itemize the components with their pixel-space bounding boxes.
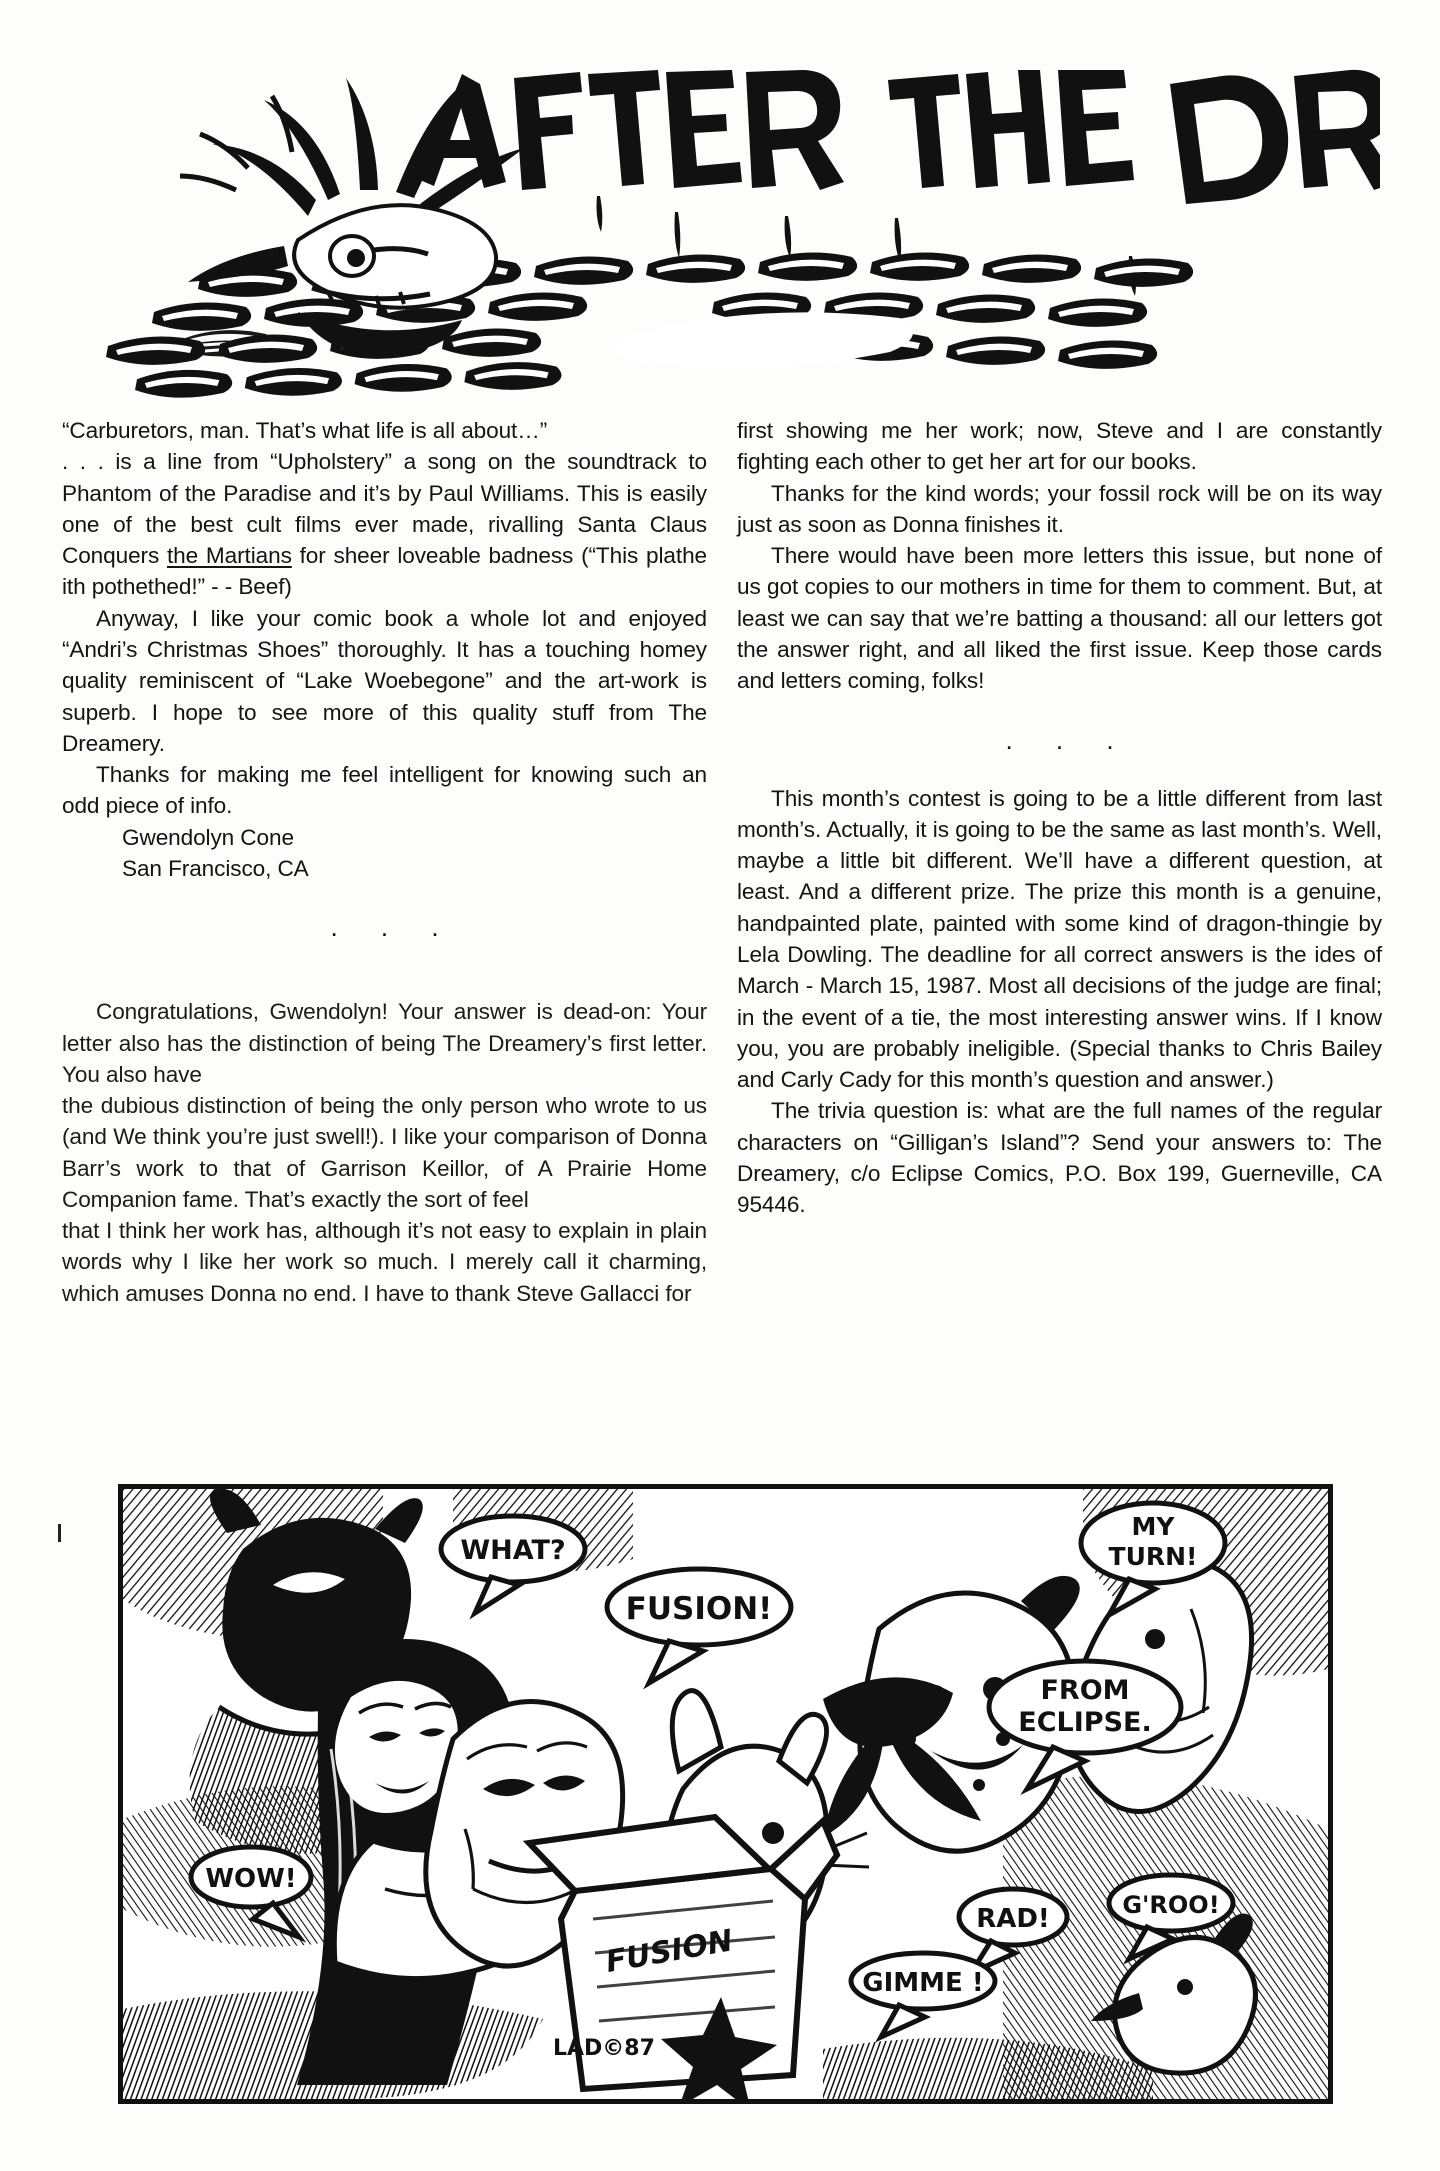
reply-paragraph-2: the dubious distinction of being the only person who wrote to us (and We think you’re just swell!). I like your comparison of Donna Barr’s work to that of Garrison Keillor, of A Prairie Home Companion fame. That’s exactly the sort of feel <box>62 1093 707 1212</box>
reply-paragraph-1: Congratulations, Gwendolyn! Your answer is dead-on: Your letter also has the distinction of being The Dreamery’s first letter. You also have <box>62 999 707 1087</box>
movie-title-underlined: the Martians <box>167 543 292 569</box>
svg-text:MY: MY <box>1131 1512 1175 1541</box>
letter-signature-location: San Francisco, CA <box>122 855 309 881</box>
balloon-what <box>123 2099 124 2100</box>
svg-text:GIMME !: GIMME ! <box>862 1968 984 1998</box>
svg-text:FUSION: FUSION <box>603 1923 736 1981</box>
left-section-separator: . . . <box>330 912 457 943</box>
left-column <box>62 415 707 1309</box>
letter-paragraph-2-text: . . . is a line from “Upholstery” a song on the soundtrack to Phantom of the Paradise and it’s by Paul Williams. This is easily one of the best cult films ever made, rivalling Santa Claus Conquers <box>62 449 707 569</box>
svg-text:RAD!: RAD! <box>976 1904 1050 1934</box>
reader-letter <box>62 415 707 884</box>
right-section-separator: . . . <box>1005 724 1132 755</box>
contest-paragraph-2: The trivia question is: what are the full names of the regular characters on “Gilligan’s Island”? Send your answers to: The Dreamery, c/o Eclipse Comics, P.O. Box 199, Guerneville, CA 95446. <box>737 1098 1382 1218</box>
reply-continued-paragraph-1: first showing me her work; now, Steve and I are constantly fighting each other to get her art for our books. <box>737 418 1382 475</box>
letter-paragraph-3: Anyway, I like your comic book a whole lot and enjoyed “Andri’s Christmas Shoes” thoroughly. It has a touching homey quality reminiscent of “Lake Woebegone” and the art-work is superb. I hope to see more of this quality stuff from The Dreamery. <box>62 605 707 756</box>
reply-continued-paragraph-3: There would have been more letters this issue, but none of us got copies to our mothers in time for them to comment. But, at least we can say that we’re batting a thousand: all our letters got the answer right, and all liked the first issue. Keep those cards and letters coming, folks! <box>737 543 1382 694</box>
letters-columns <box>62 415 1382 1309</box>
right-column <box>737 415 1382 1309</box>
svg-text:FUSION!: FUSION! <box>625 1591 773 1627</box>
reply-continued-paragraph-2: Thanks for the kind words; your fossil rock will be on its way just as soon as Donna finishes it. <box>737 480 1382 537</box>
svg-text:WHAT?: WHAT? <box>460 1535 566 1566</box>
svg-text:LAD©87: LAD©87 <box>553 2036 655 2061</box>
editor-reply <box>62 996 707 1309</box>
svg-text:WOW!: WOW! <box>205 1864 297 1894</box>
svg-text:G'ROO!: G'ROO! <box>1122 1891 1220 1919</box>
svg-text:TURN!: TURN! <box>1108 1542 1198 1571</box>
letter-paragraph-2-tail: for sheer loveable badness (“This plathe ith pothethed!” - - Beef) <box>62 543 707 600</box>
reply-paragraph-3: that I think her work has, although it’s not easy to explain in plain words why I like her work so much. I merely call it charming, which amuses Donna no end. I have to thank Steve Gallacci for <box>62 1218 707 1306</box>
contest-announcement <box>737 783 1382 1221</box>
letter-paragraph-2 <box>62 446 707 602</box>
svg-text:ECLIPSE.: ECLIPSE. <box>1018 1707 1152 1738</box>
left-spacer <box>62 970 707 996</box>
comic-panel <box>118 1484 1333 2104</box>
letter-paragraph-1: “Carburetors, man. That’s what life is all about…” <box>62 418 548 443</box>
editor-reply-continued <box>737 415 1382 697</box>
contest-paragraph-1: This month’s contest is going to be a little different from last month’s. Actually, it is going to be the same as last month’s. Well, maybe a little bit different. We’ll have a different question, at least. And a different prize. The prize this month is a genuine, handpainted plate, painted with some kind of dragon-thingie by Lela Dowling. The deadline for all correct answers is the ides of March - March 15, 1987. Most all decisions of the judge are final; in the event of a tie, the most interesting answer wins. If I know you, you are probably ineligible. (Special thanks to Chris Bailey and Carly Cady for this month’s question and answer.) <box>737 785 1382 1093</box>
letter-signature-name: Gwendolyn Cone <box>122 824 294 850</box>
page-edge-mark <box>58 1524 61 1542</box>
letter-paragraph-4: Thanks for making me feel intelligent for knowing such an odd piece of info. <box>62 762 707 819</box>
svg-text:FROM: FROM <box>1040 1675 1130 1706</box>
masthead-title-art <box>60 40 1380 400</box>
